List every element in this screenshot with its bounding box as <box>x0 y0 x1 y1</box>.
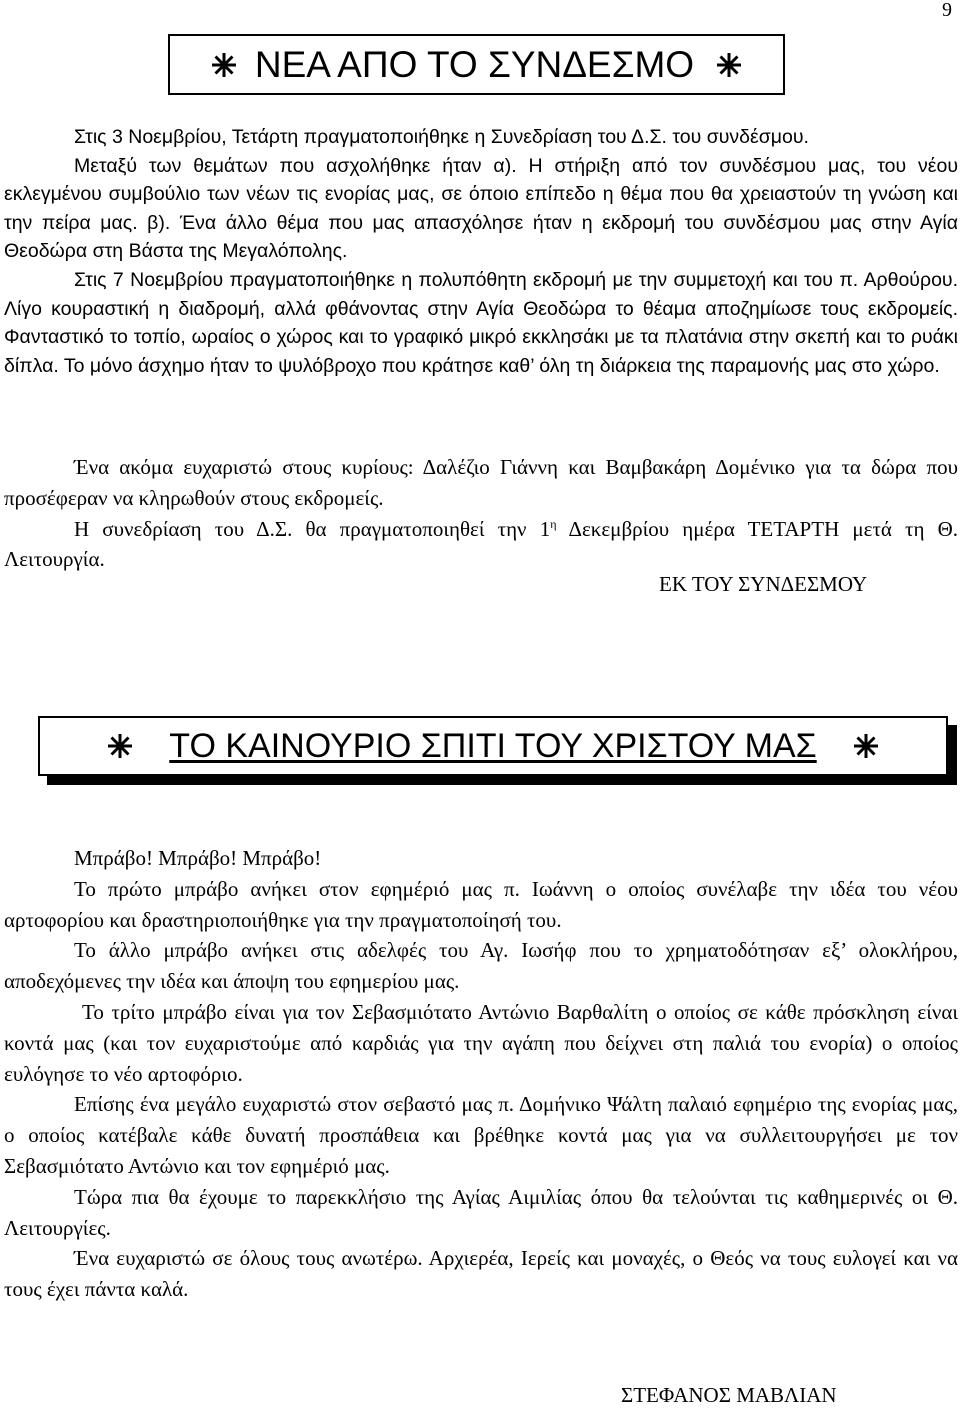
paragraph: Επίσης ένα μεγάλο ευχαριστώ στον σεβαστό μας π. Δομήνικο Ψάλτη παλαιό εφημέριο της ενορίας μας, ο οποίος κατέβαλε κάθε δυνατή προσπάθεια και βρέθηκε κοντά μας για να συλλειτουργήσει με τον Σεβασμιότατο Αντώνιο και τον εφημέριό μας. <box>4 1092 958 1178</box>
paragraph: Ένα ακόμα ευχαριστώ στους κυρίους: Δαλέζιο Γιάννη και Βαμβακάρη Δομένικο για τα δώρα που προσέφεραν να κληρωθούν στους εκδρομείς. <box>4 455 958 510</box>
section-title: ΤΟ ΚΑΙΝΟΥΡΙΟ ΣΠΙΤΙ ΤΟΥ ΧΡΙΣΤΟΥ ΜΑΣ <box>169 726 817 765</box>
paragraph: Μπράβο! Μπράβο! Μπράβο! <box>74 846 322 870</box>
paragraph: Ένα ευχαριστώ σε όλους τους ανωτέρω. Αρχιερέα, Ιερείς και μοναχές, ο Θεός να τους ευλογεί και να τους έχει πάντα καλά. <box>4 1246 958 1302</box>
section2-body <box>4 843 958 1305</box>
section-title-banner <box>38 716 948 776</box>
star-icon <box>107 733 133 759</box>
section-title: ΝΕΑ ΑΠΟ ΤΟ ΣΥΝΔΕΣΜΟ <box>254 43 695 85</box>
meeting-announcement: Η συνεδρίαση του Δ.Σ. θα πραγματοποιηθεί την $1^\eta$ Δεκεμβρίου ημέρα ΤΕΤΑΡΤΗ μετά τη Θ. Λειτουργία. <box>4 516 958 572</box>
star-icon <box>853 733 879 759</box>
star-icon <box>211 52 237 78</box>
section-title-banner <box>168 34 785 95</box>
paragraph: Το πρώτο μπράβο ανήκει στον εφημέριό μας π. Ιωάννη ο οποίος συνέλαβε την ιδέα του νέου αρτοφορίου και δραστηριοποιήθηκε για την πραγματοποίησή του. <box>4 876 958 932</box>
signature: ΣΤΕΦΑΝΟΣ ΜΑΒΛΙΑΝ <box>621 1383 837 1407</box>
paragraph: Το άλλο μπράβο ανήκει στις αδελφές του Αγ. Ιωσήφ που το χρηματοδότησαν εξ’ ολοκλήρου, αποδεχόμενες την ιδέα και άποψη του εφημερίου μας. <box>4 938 958 994</box>
signature: ΕΚ ΤΟΥ ΣΥΝΔΕΣΜΟΥ <box>659 572 868 596</box>
page-number: 9 <box>942 0 952 21</box>
paragraph: Στις 7 Νοεμβρίου πραγματοποιήθηκε η πολυπόθητη εκδρομή με την συμμετοχή και του π. Αρθούρου. Λίγο κουραστική η διαδρομή, αλλά φθάνοντας στην Αγία Θεοδώρα το θέαμα αποζημίωσε τους εκδρομείς. Φανταστικό το τοπίο, ωραίος ο χώρος και το γραφικό μικρό εκκλησάκι με τα πλατάνια στην σκεπή και το ρυάκι δίπλα. Το μόνο άσχημο ήταν το ψυλόβροχο που κράτησε καθ’ όλη τη διάρκεια της παραμονής μας στο χώρο. <box>4 268 958 377</box>
paragraph: Το τρίτο μπράβο είναι για τον Σεβασμιότατο Αντώνιο Βαρθαλίτη ο οποίος σε κάθε πρόσκληση είναι κοντά μας (και τον ευχαριστούμε από καρδιάς για την αγάπη που δείχνει στη παλιά του ενορία) ο οποίος ευλόγησε το νέο αρτοφόριο. <box>4 999 958 1086</box>
paragraph: Στις 3 Νοεμβρίου, Τετάρτη πραγματοποιήθηκε η Συνεδρίαση του Δ.Σ. του συνδέσμου. <box>74 126 809 148</box>
star-icon <box>716 52 742 78</box>
section1-body-serif <box>4 452 958 575</box>
paragraph: Μεταξύ των θεμάτων που ασχολήθηκε ήταν α). Η στήριξη από τον συνδέσμου μας, του νέου εκλεγμένου συμβούλιο των νέων τις ενορίας μας, σε όποιο επίπεδο η θέμα που θα χρειαστούν τη γνώση και την πείρα μας. β). Ένα άλλο θέμα που μας απασχόλησε ήταν η εκδρομή του συνδέσμου μας στην Αγία Θεοδώρα στη Βάστα της Μεγαλόπολης. <box>4 154 958 263</box>
section1-body <box>4 123 958 380</box>
paragraph: Τώρα πια θα έχουμε το παρεκκλήσιο της Αγίας Αιμιλίας όπου θα τελούνται τις καθημερινές οι Θ. Λειτουργίες. <box>4 1184 958 1240</box>
